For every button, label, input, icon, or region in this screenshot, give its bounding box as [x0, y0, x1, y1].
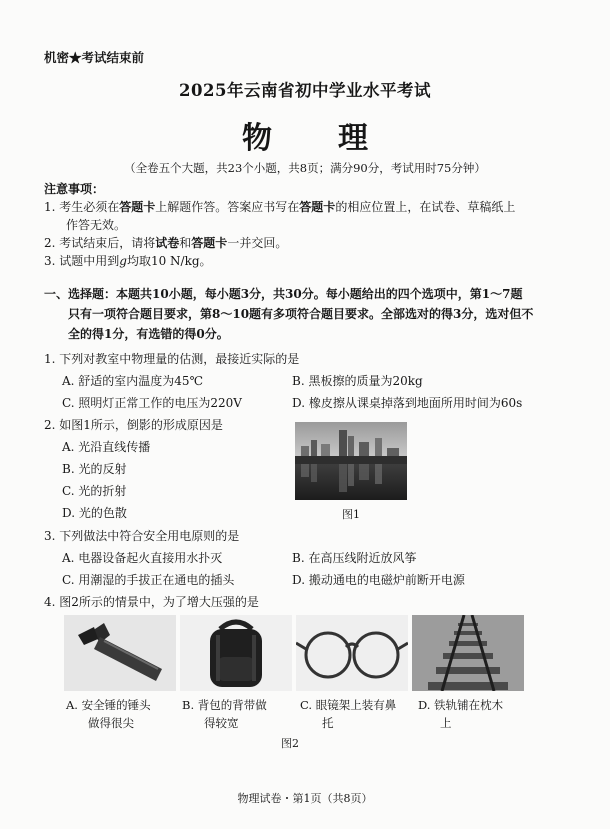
subject-title: 物 理: [242, 121, 386, 156]
figure-2-caption: 图2: [281, 737, 299, 750]
figure-1-caption: 图1: [342, 508, 360, 521]
confidential-label: 机密★考试结束前: [44, 50, 145, 65]
figure-2c-glasses-photo: [296, 615, 408, 691]
q2-option-a: A. 光沿直线传播: [62, 440, 151, 454]
note-1: 1. 考生必须在答题卡上解题作答。答案应书写在答题卡的相应位置上，在试卷、草稿纸上: [44, 200, 516, 214]
q1-option-b: B. 黑板擦的质量为20kg: [292, 374, 423, 388]
note-1-cont: 作答无效。: [66, 218, 127, 232]
section1-line2: 只有一项符合题目要求，第8～10题有多项符合题目要求。全部选对的得3分，选对但不: [68, 307, 534, 321]
q4-option-d: D. 铁轨铺在枕木 上: [418, 698, 504, 730]
q3-option-d: D. 搬动通电的电磁炉前断开电源: [292, 573, 465, 587]
q3-option-a: A. 电器设备起火直接用水扑灭: [62, 551, 223, 565]
exam-title: 2025年云南省初中学业水平考试: [179, 81, 431, 100]
q4-option-b: B. 背包的背带做 得较宽: [182, 698, 267, 730]
q3-option-b: B. 在高压线附近放风筝: [292, 551, 417, 565]
q3-stem: 3. 下列做法中符合安全用电原则的是: [44, 529, 240, 543]
page-footer: 物理试卷・第1页（共8页）: [237, 792, 373, 805]
q2-option-b: B. 光的反射: [62, 462, 127, 476]
figure-2b-backpack-photo: [180, 615, 292, 691]
q1-option-a: A. 舒适的室内温度为45℃: [62, 374, 203, 388]
section1-line1: 一、选择题：本题共10小题，每小题3分，共30分。每小题给出的四个选项中，第1～7题: [44, 287, 523, 301]
figure-2d-railway-photo: [412, 615, 524, 691]
q4-option-a: A. 安全锤的锤头 做得很尖: [66, 698, 151, 730]
q2-stem: 2. 如图1所示，倒影的形成原因是: [44, 418, 223, 432]
figure-1-reflection-photo: [295, 422, 407, 500]
notes-heading: 注意事项：: [44, 182, 105, 196]
note-3: 3. 试题中用到g均取10 N/kg。: [44, 254, 212, 268]
q4-option-c: C. 眼镜架上装有鼻 托: [300, 698, 397, 730]
note-2: 2. 考试结束后，请将试卷和答题卡一并交回。: [44, 236, 288, 250]
q2-option-c: C. 光的折射: [62, 484, 127, 498]
q1-option-d: D. 橡皮擦从课桌掉落到地面所用时间为60s: [292, 396, 523, 410]
exam-meta: （全卷五个大题，共23个小题，共8页；满分90分，考试用时75分钟）: [124, 161, 486, 175]
section1-line3: 全的得1分，有选错的得0分。: [68, 327, 229, 341]
q1-stem: 1. 下列对教室中物理量的估测，最接近实际的是: [44, 352, 300, 366]
q4-stem: 4. 图2所示的情景中，为了增大压强的是: [44, 595, 259, 609]
q3-option-c: C. 用潮湿的手拔正在通电的插头: [62, 573, 235, 587]
figure-2a-safety-hammer-photo: [64, 615, 176, 691]
q1-option-c: C. 照明灯正常工作的电压为220V: [62, 396, 242, 410]
q2-option-d: D. 光的色散: [62, 506, 127, 520]
